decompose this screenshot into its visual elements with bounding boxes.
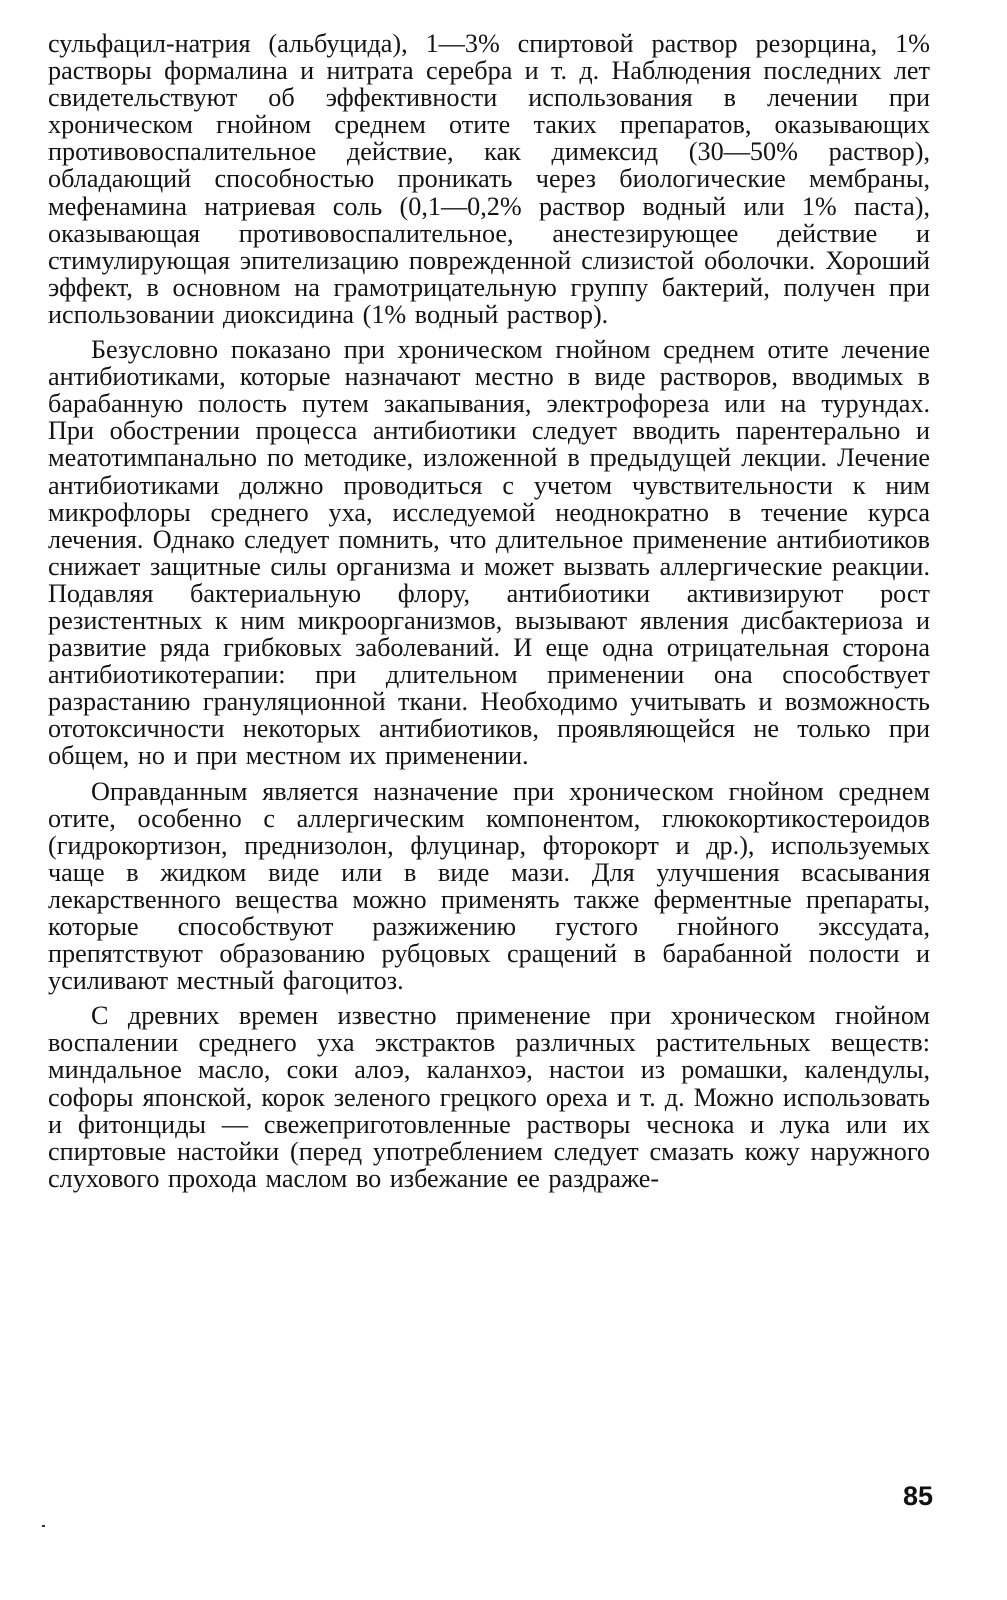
print-speck bbox=[42, 1525, 45, 1527]
paragraph-2: Безусловно показано при хроническом гнойном среднем отите лечение антибиотиками, которые назначают местно в виде растворов, вводимых в барабанную полость путем закапывания, электрофореза или на турундах. При обострении процесса антибиотики следует вводить парентерально и меатотимпанально по методике, изложенной в предыдущей лекции. Лечение антибиотиками должно проводиться с учетом чувствительности к ним микрофлоры среднего уха, исследуемой неоднократно в течение курса лечения. Однако следует помнить, что длительное применение антибиотиков снижает защитные силы организма и может вызвать аллергические реакции. Подавляя бактериальную флору, антибиотики активизируют рост резистентных к ним микроорганизмов, вызывают явления дисбактериоза и развитие ряда грибковых заболеваний. И еще одна отрицательная сторона антибиотикотерапии: при длительном применении она способствует разрастанию грануляционной ткани. Необходимо учитывать и возможность ототоксичности некоторых антибиотиков, проявляющейся не только при общем, но и при местном их применении. bbox=[48, 335, 930, 771]
paragraph-4: С древних времен известно применение при хроническом гнойном воспалении среднего уха экстрактов различных растительных веществ: миндальное масло, соки алоэ, каланхоэ, настои из ромашки, календулы, софоры японской, корок зеленого грецкого ореха и т. д. Можно использовать и фитонциды — свежеприготовленные растворы чеснока и лука или их спиртовые настойки (перед употреблением следует смазать кожу наружного слухового прохода маслом во избежание ее раздраже- bbox=[48, 1001, 930, 1193]
paragraph-3: Оправданным является назначение при хроническом гнойном среднем отите, особенно с аллергическим компонентом, глюкокортикостероидов (гидрокортизон, преднизолон, флуцинар, фторокорт и др.), используемых чаще в жидком виде или в виде мази. Для улучшения всасывания лекарственного вещества можно применять также ферментные препараты, которые способствуют разжижению густого гнойного экссудата, препятствуют образованию рубцовых сращений в барабанной полости и усиливают местный фагоцитоз. bbox=[48, 776, 930, 996]
page-number: 85 bbox=[903, 1481, 934, 1511]
paragraph-1: сульфацил-натрия (альбуцида), 1—3% спиртовой раствор резорцина, 1% растворы формалина и нитрата серебра и т. д. Наблюдения последних лет свидетельствуют об эффективности использования в лечении при хроническом гнойном среднем отите таких препаратов, оказывающих противовоспалительное действие, как димексид (30—50% раствор), обладающий способностью проникать через биологические мембраны, мефенамина натриевая соль (0,1—0,2% раствор водный или 1% паста), оказывающая противовоспалительное, анестезирующее действие и стимулирующая эпителизацию поврежденной слизистой оболочки. Хороший эффект, в основном на грамотрицательную группу бактерий, получен при использовании диоксидина (1% водный раствор). bbox=[48, 29, 930, 329]
book-page bbox=[48, 30, 930, 1192]
